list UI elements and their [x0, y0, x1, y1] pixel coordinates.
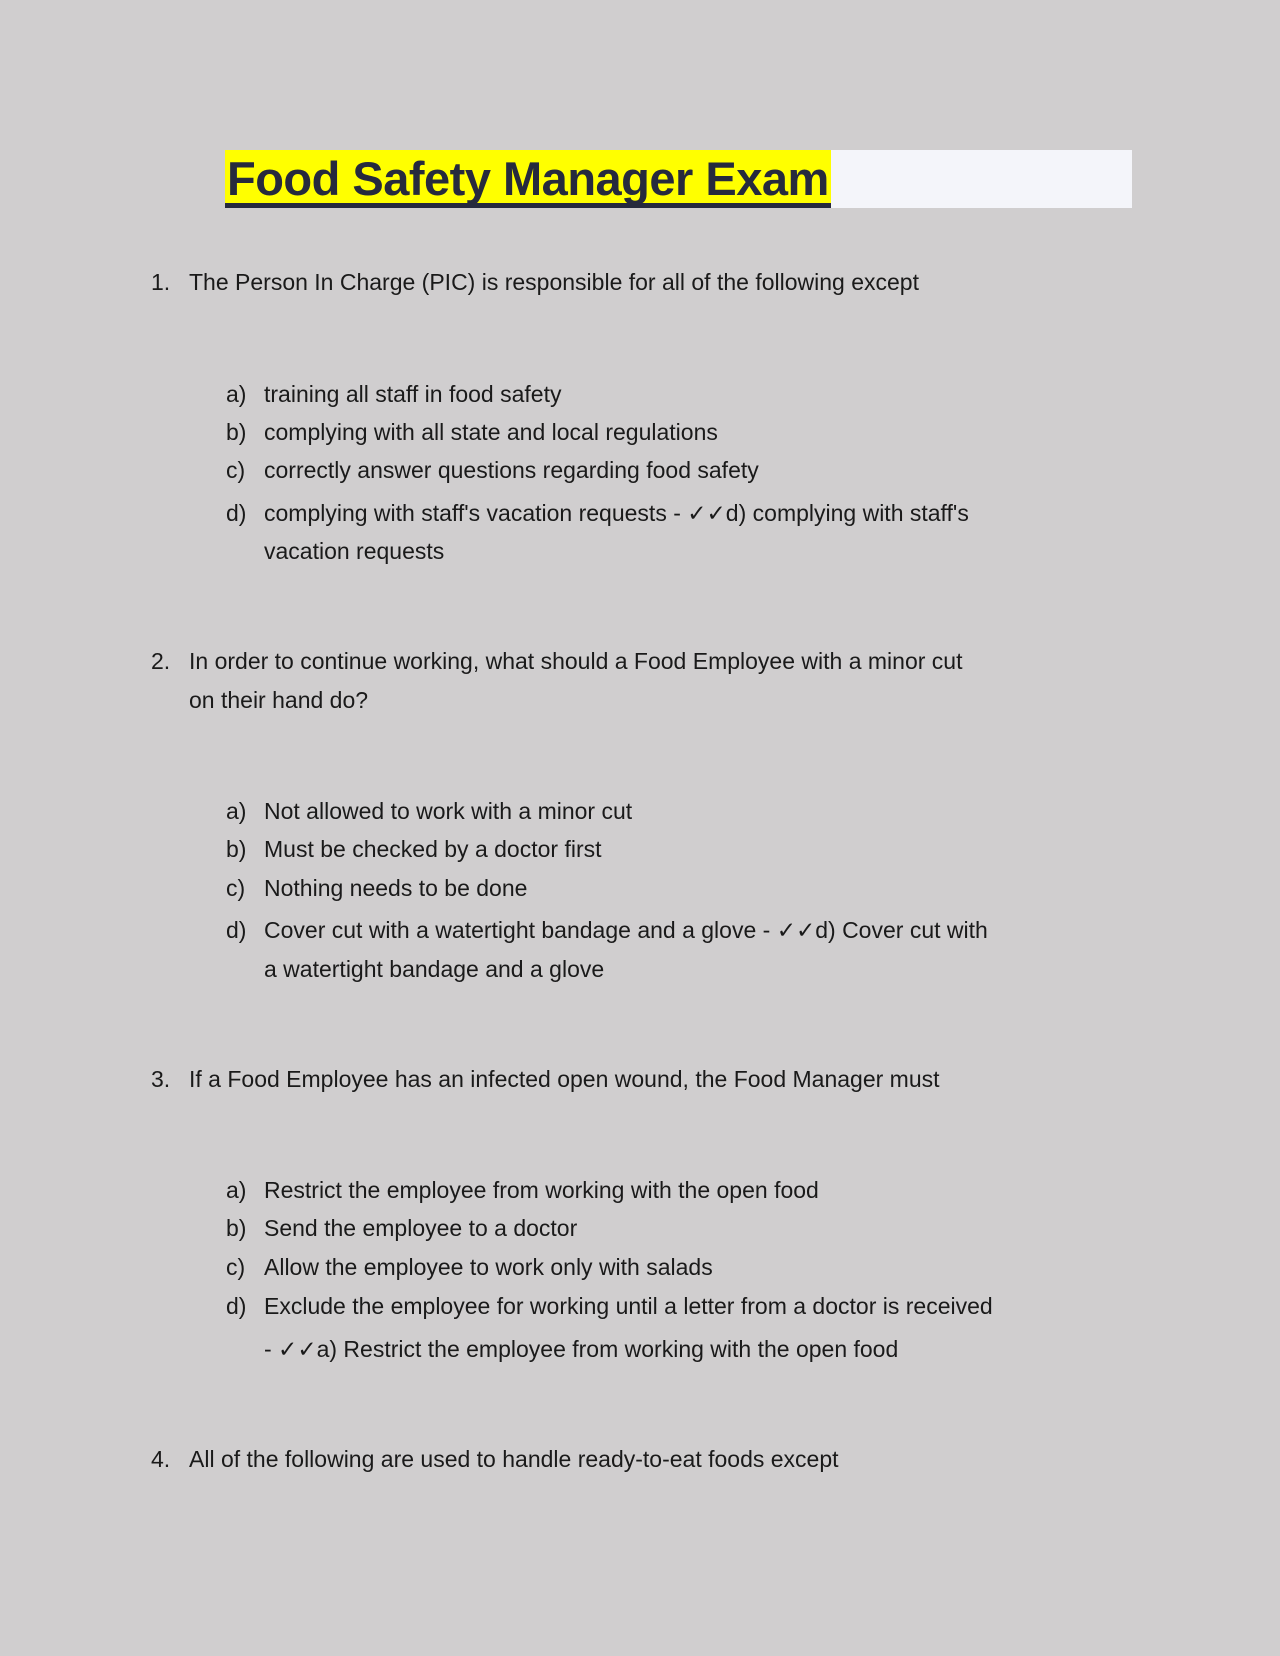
option-letter: c) — [226, 875, 246, 901]
question-text: All of the following are used to handle ready-to-eat foods except — [189, 1446, 839, 1472]
option-text: correctly answer questions regarding food safety — [264, 457, 759, 483]
option-letter: d) — [226, 500, 247, 526]
question-text-continued: on their hand do? — [189, 687, 369, 713]
question-text: If a Food Employee has an infected open wound, the Food Manager must — [189, 1066, 940, 1092]
option-text: Restrict the employee from working with the open food — [264, 1177, 819, 1203]
option-letter: b) — [226, 1215, 247, 1241]
option-letter: a) — [226, 798, 247, 824]
question-number: 4. — [151, 1446, 171, 1472]
option-text: training all staff in food safety — [264, 381, 562, 407]
option-text: Exclude the employee for working until a letter from a doctor is received — [264, 1293, 993, 1319]
option-letter: c) — [226, 457, 246, 483]
option-letter: a) — [226, 1177, 247, 1203]
option-text-continued: vacation requests — [264, 538, 445, 564]
option-letter: b) — [226, 419, 247, 445]
option-letter: a) — [226, 381, 247, 407]
option-letter: d) — [226, 1293, 247, 1319]
option-text: Must be checked by a doctor first — [264, 836, 602, 862]
option-text: complying with staff's vacation requests - ✓✓d) complying with staff's — [264, 500, 969, 526]
title-banner — [225, 150, 1132, 208]
option-text: Cover cut with a watertight bandage and a glove - ✓✓d) Cover cut with — [264, 917, 988, 943]
question-text: In order to continue working, what should a Food Employee with a minor cut — [189, 648, 963, 674]
option-text: Not allowed to work with a minor cut — [264, 798, 633, 824]
option-letter: c) — [226, 1254, 246, 1280]
option-text: Nothing needs to be done — [264, 875, 528, 901]
option-text-continued: - ✓✓a) Restrict the employee from working with the open food — [264, 1336, 899, 1362]
option-letter: b) — [226, 836, 247, 862]
page-title: Food Safety Manager Exam — [225, 150, 831, 208]
option-text-continued: a watertight bandage and a glove — [264, 956, 605, 982]
option-text: Send the employee to a doctor — [264, 1215, 578, 1241]
question-number: 2. — [151, 648, 171, 674]
question-number: 1. — [151, 269, 171, 295]
option-letter: d) — [226, 917, 247, 943]
question-text: The Person In Charge (PIC) is responsible for all of the following except — [189, 269, 919, 295]
option-text: Allow the employee to work only with salads — [264, 1254, 713, 1280]
question-number: 3. — [151, 1066, 171, 1092]
option-text: complying with all state and local regulations — [264, 419, 718, 445]
